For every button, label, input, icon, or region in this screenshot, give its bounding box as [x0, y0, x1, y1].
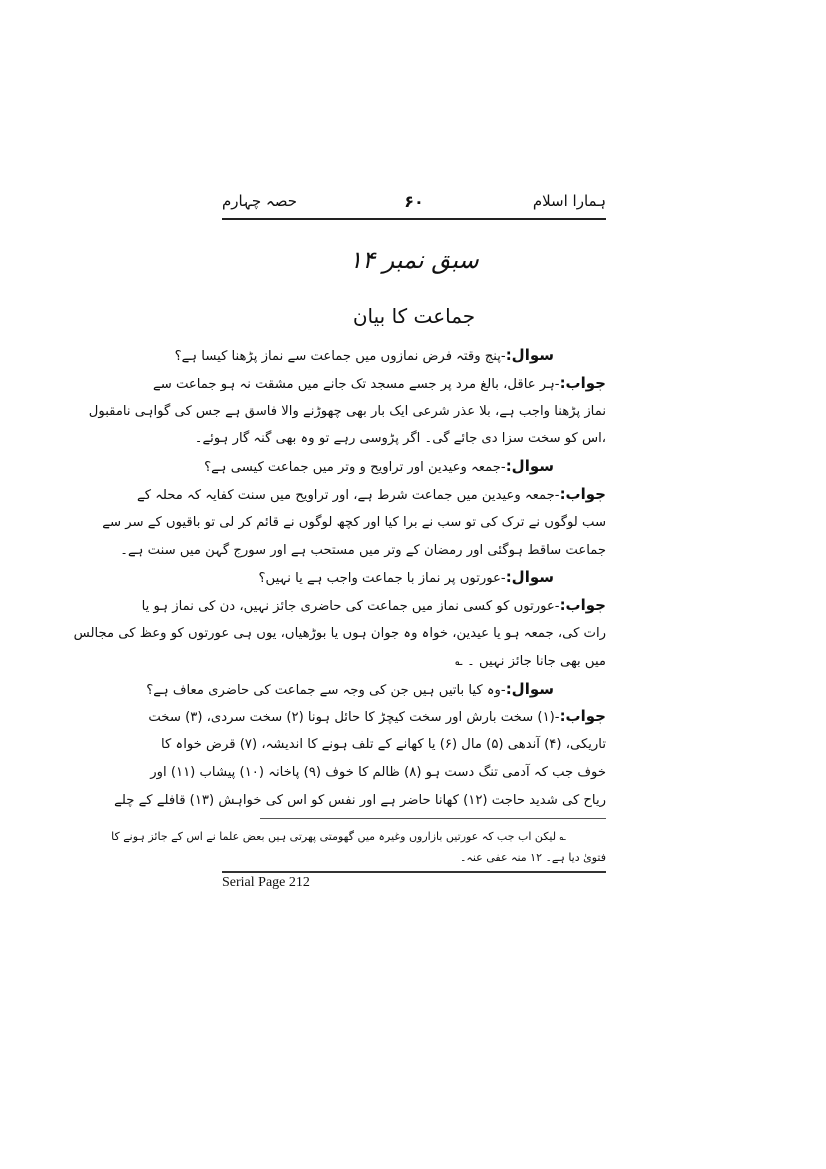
running-header: [222, 190, 606, 220]
question-line: [174, 342, 606, 370]
line-text: ،اس کو سخت سزا دی جائے گی۔ اگر پڑوسی رہے تو وہ بھی گنہ گار ہوئے۔: [194, 431, 606, 447]
text-line: [141, 592, 606, 620]
question-line: [146, 676, 606, 704]
line-text: نماز پڑھنا واجب ہے، بلا عذر شرعی ایک بار بھی چھوڑنے والا فاسق ہے جس کی گواہی نامقبول: [88, 403, 606, 419]
serial-divider: [222, 871, 606, 873]
line-text: -وہ کیا باتیں ہیں جن کی وجہ سے جماعت کی حاضری معاف ہے؟: [146, 682, 506, 698]
line-text: -پنج وقتہ فرض نمازوں میں جماعت سے نماز پڑھنا کیسا ہے؟: [174, 349, 506, 364]
line-text: میں بھی جانا جائز نہیں ۔ ؎: [455, 653, 606, 669]
footnote: [111, 826, 606, 868]
text-line: [148, 703, 606, 731]
footnote-line: ؎ لیکن اب جب کہ عورتیں بازاروں وغیرہ میں گھومتی پھرتی ہیں بعض علما نے اس کے جائز ہونے کا: [111, 830, 566, 843]
chapter-title: جماعت کا بیان: [352, 304, 476, 328]
text-line: [222, 648, 606, 676]
question-label: سوال:: [505, 568, 554, 587]
text-line: [152, 370, 606, 398]
line-text: تاریکی، (۴) آندھی (۵) مال (۶) یا کھانے کے تلف ہونے کا اندیشہ، (۷) قرض خواہ کا: [160, 737, 606, 753]
serial-page: Serial Page 212: [222, 875, 310, 890]
part-label: حصہ چہارم: [222, 192, 297, 210]
line-text: جماعت ساقط ہوگئی اور رمضان کے وتر میں مستحب ہے اور سورج گہن میں سنت ہے۔: [120, 542, 606, 558]
body-text: [73, 342, 606, 815]
question-label: سوال:: [505, 457, 554, 476]
line-text: -جمعہ وعیدین میں جماعت شرط ہے، اور تراویح میں سنت کفایہ کہ محلہ کے: [137, 487, 560, 503]
text-line: [88, 398, 606, 426]
answer-label: جواب:: [559, 596, 606, 615]
line-text: خوف جب کہ آدمی تنگ دست ہو (۸) ظالم کا خوف (۹) پاخانہ (۱۰) پیشاب (۱۱) اور: [150, 764, 606, 780]
answer-label: جواب:: [559, 373, 606, 392]
text-line: [137, 481, 606, 509]
text-line: [102, 509, 606, 537]
line-text: رات کی، جمعہ ہو یا عیدین، خواہ وہ جوان ہوں یا بوڑھیاں، یوں ہی عورتوں کو وعظ کی مجالس: [73, 625, 606, 641]
line-text: -عورتوں پر نماز با جماعت واجب ہے یا نہیں؟: [258, 571, 506, 587]
text-line: [160, 731, 606, 759]
line-text: -جمعہ وعیدین اور تراویح و وتر میں جماعت کیسی ہے؟: [204, 460, 506, 476]
text-line: [73, 620, 606, 648]
footnote-divider: [260, 818, 606, 819]
line-text: -ہر عاقل، بالغ مرد پر جسے مسجد تک جانے میں مشقت نہ ہو جماعت سے: [152, 376, 560, 392]
line-text: -(۱) سخت بارش اور سخت کیچڑ کا حائل ہونا (۲) سخت سردی، (۳) سخت: [148, 710, 560, 726]
text-line: [114, 787, 606, 815]
question-line: [204, 453, 606, 481]
text-line: [120, 537, 606, 565]
question-label: سوال:: [505, 679, 554, 698]
page-number: ۶۰: [404, 192, 424, 211]
text-line: [150, 759, 606, 787]
question-line: [222, 564, 606, 592]
answer-label: جواب:: [559, 707, 606, 726]
answer-label: جواب:: [559, 484, 606, 503]
question-label: سوال:: [505, 346, 554, 364]
line-text: سب لوگوں نے ترک کی تو سب نے برا کیا اور کچھ لوگوں نے قائم کر لی تو باقیوں کے سر سے: [102, 514, 606, 530]
lesson-title: سبق نمبر ۱۴: [349, 246, 479, 274]
book-title: ہمارا اسلام: [532, 192, 606, 210]
text-line: [194, 425, 606, 453]
line-text: ریاح کی شدید حاجت (۱۲) کھانا حاضر ہے اور نفس کو اس کی خواہش (۱۳) قافلے کے چلے: [114, 792, 606, 808]
footnote-line: فتویٰ دیا ہے۔ ۱۲ منہ عفی عنہ۔: [459, 851, 606, 864]
line-text: -عورتوں کو کسی نماز میں جماعت کی حاضری جائز نہیں، دن کی نماز ہو یا: [141, 599, 560, 615]
